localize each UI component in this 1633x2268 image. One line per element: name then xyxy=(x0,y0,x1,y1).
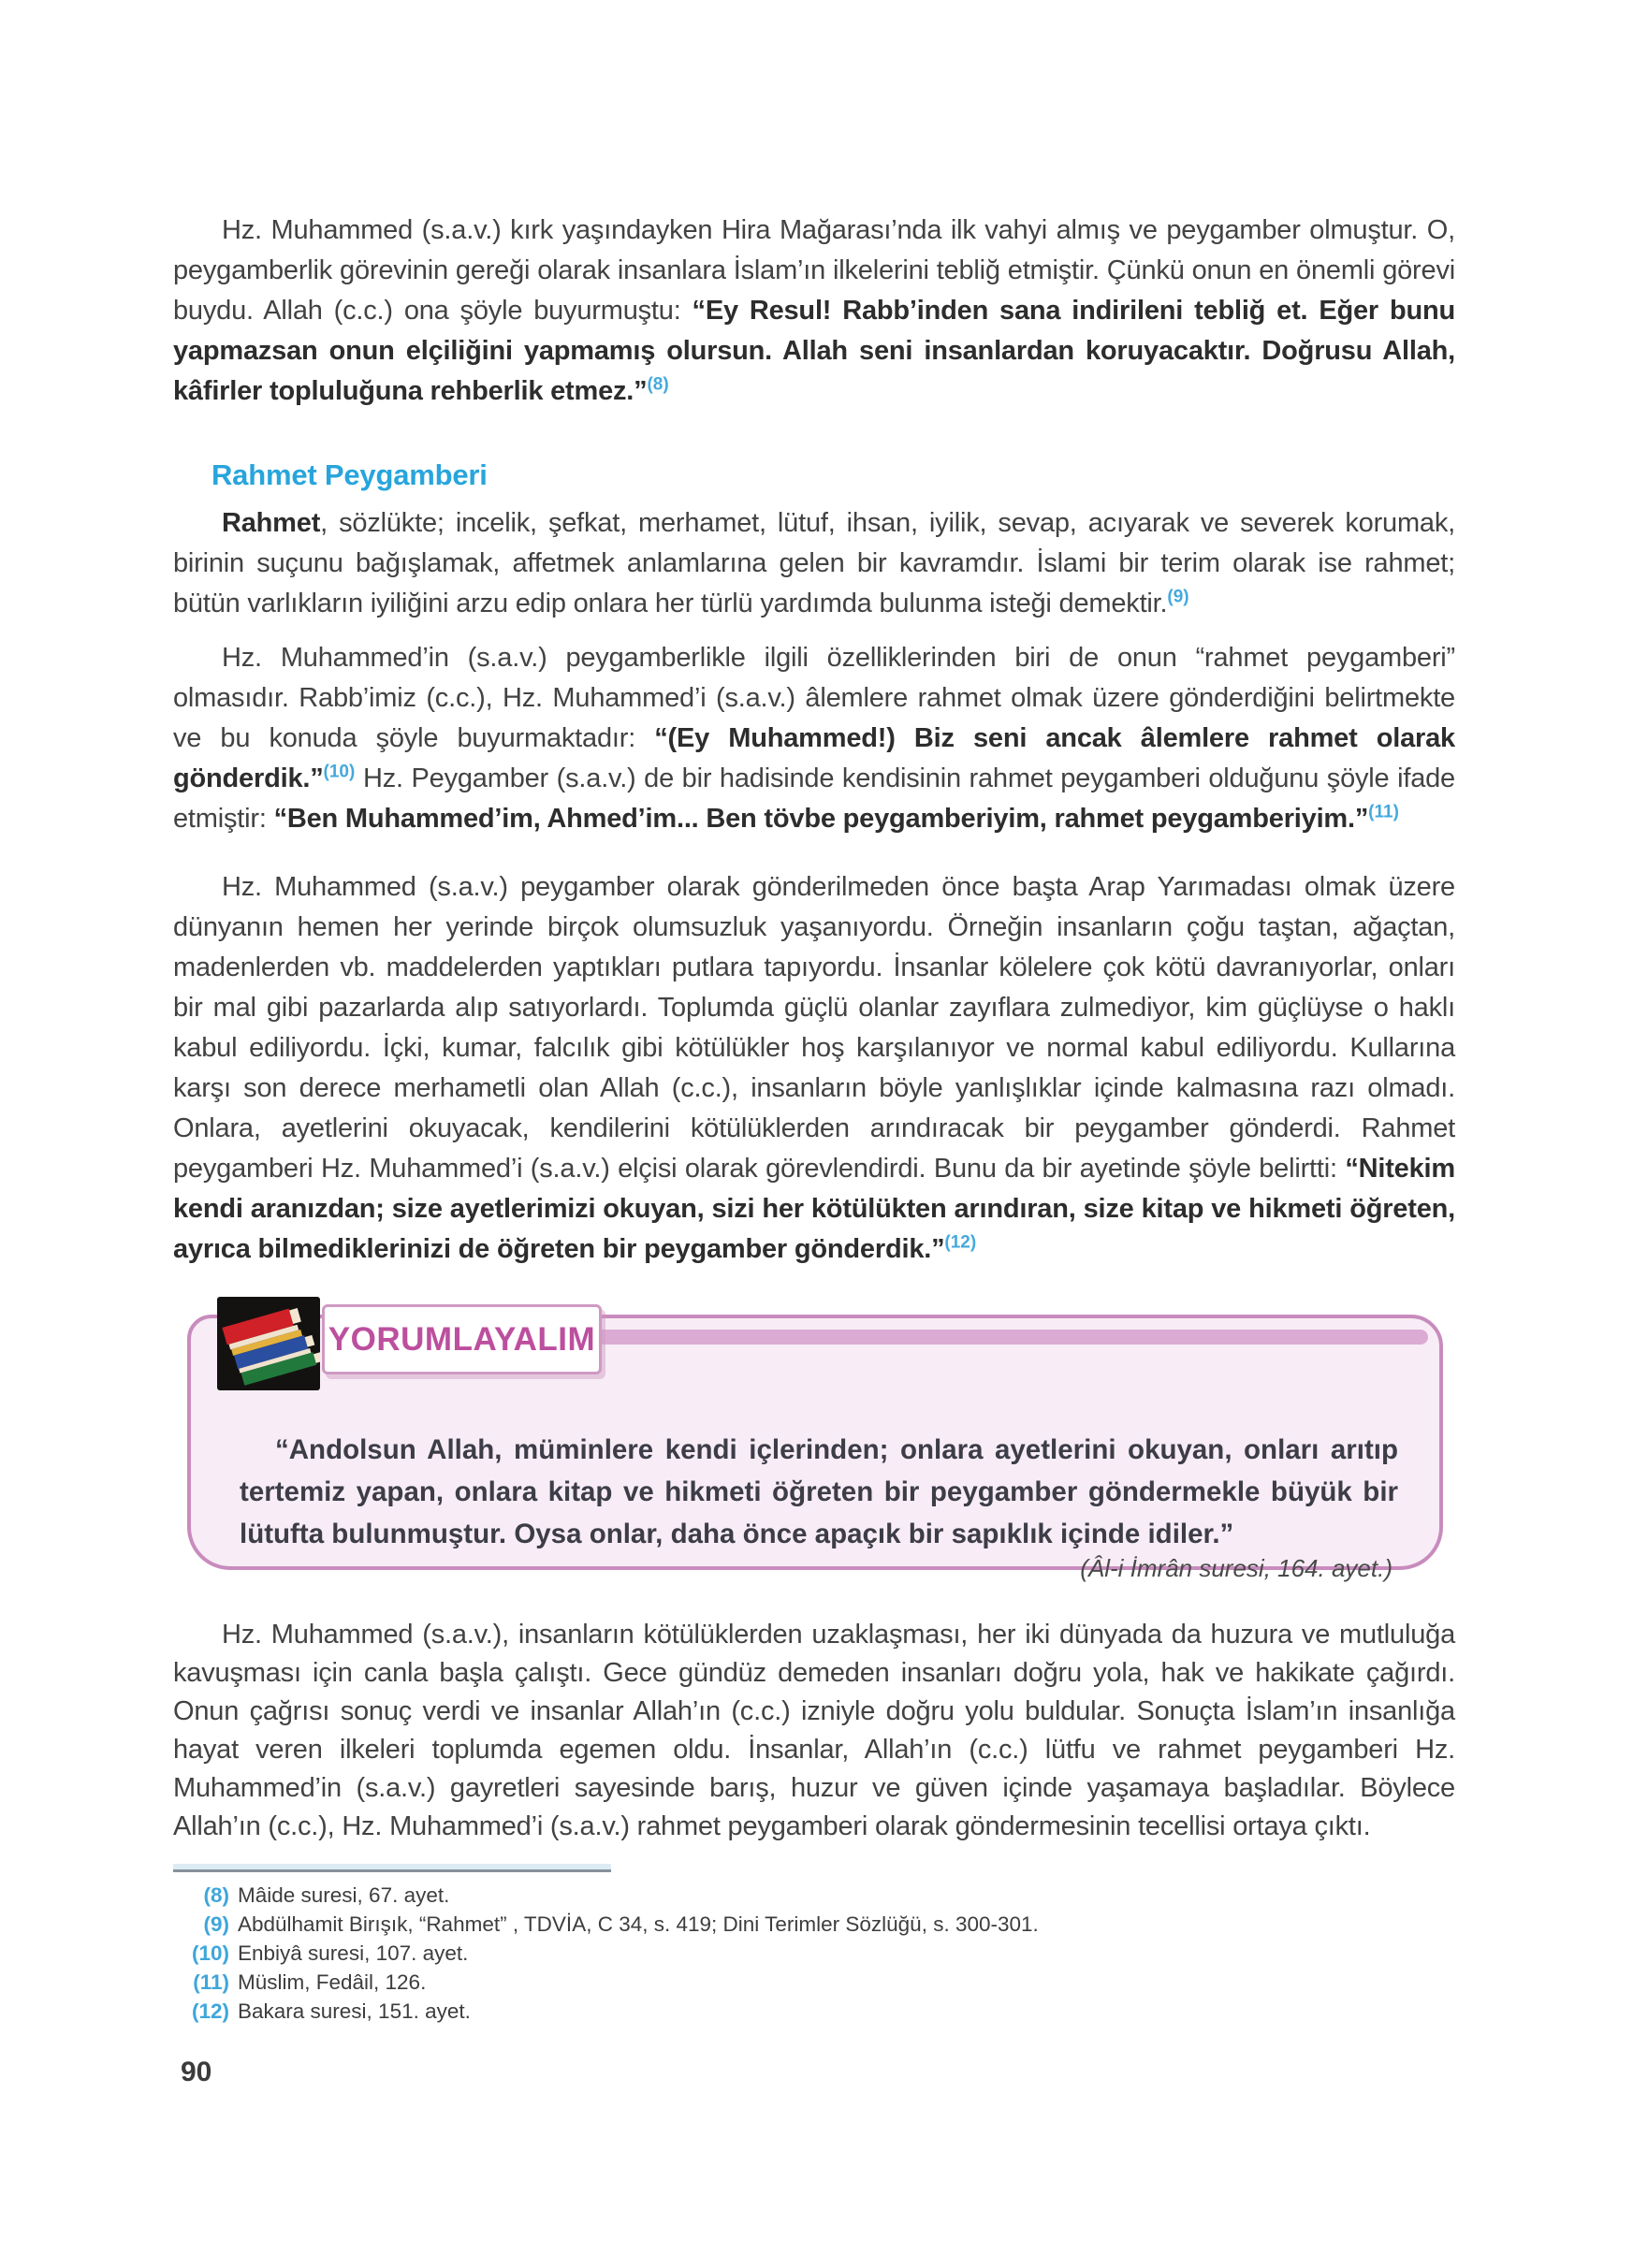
paragraph-rahmet-peygamberi xyxy=(173,638,1455,839)
page-number: 90 xyxy=(181,2057,212,2087)
body-text: , sözlükte; incelik, şefkat, merhamet, lütuf, ihsan, iyilik, sevap, acıyarak ve severek korumak, birinin suçunu bağışlamak, affetmek anlamlarına gelen bir kavramdır. İslami bir terim olarak ise rahmet; bütün varlıkların iyiliğini arzu edip onlara her türlü yardımda bulunma isteği demektir. xyxy=(173,508,1455,618)
footnote-text: Bakara suresi, 151. ayet. xyxy=(238,1999,471,2023)
body-text: Hz. Muhammed’in (s.a.v.) peygamberlikle ilgili özelliklerinden biri de onun “rahmet peygamberi” olmasıdır. Rabb’imiz (c.c.), Hz. Muhammed’i (s.a.v.) âlemlere rahmet olmak üzere gönderdiğini belirtmekte ve bu konuda şöyle buyurmaktadır: xyxy=(173,643,1455,753)
footnote-ref-9: (9) xyxy=(1167,587,1189,607)
paragraph-rahmet-definition xyxy=(173,503,1455,624)
activity-title-plate xyxy=(322,1304,602,1374)
footnote-ref-12: (12) xyxy=(944,1232,977,1253)
hadith-quote-bold: “Ben Muhammed’im, Ahmed’im... Ben tövbe peygamberiyim, rahmet peygamberiyim.” xyxy=(273,804,1369,834)
body-text: Hz. Muhammed (s.a.v.), insanların kötülüklerden uzaklaşması, her iki dünyada da huzura ve mutluluğa kavuşması için canla başla çalıştı. Gece gündüz demeden insanları doğru yola, hak ve hakikate çağırdı. Onun çağrısı sonuç verdi ve insanlar Allah’ın (c.c.) izniyle doğru yolu buldular. Sonuçta İslam’ın insanlığa hayat veren ilkeleri toplumda egemen oldu. İnsanlar, Allah’ın (c.c.) lütfu ve rahmet peygamberi Hz. Muhammed’in (s.a.v.) gayretleri sayesinde barış, huzur ve güven içinde yaşamaya başladılar. Böylece Allah’ın (c.c.), Hz. Muhammed’i (s.a.v.) rahmet peygamberi olarak göndermesinin tecellisi ortaya çıktı. xyxy=(173,1620,1455,1841)
footnote-ref-11: (11) xyxy=(1368,802,1399,822)
keyword-bold: Rahmet xyxy=(222,508,321,538)
footnote-separator xyxy=(173,1864,611,1872)
footnote-item xyxy=(167,1968,1336,1997)
footnote-item xyxy=(167,1881,1336,1910)
verse-quote-bold: “(Ey Muhammed!) Biz seni ancak âlemlere rahmet olarak gönderdik.” xyxy=(173,723,1455,793)
paragraph-conclusion xyxy=(173,1616,1455,1846)
footnote-marker: (12) xyxy=(191,1999,229,2023)
footnote-text: Müslim, Fedâil, 126. xyxy=(238,1970,427,1994)
footnote-text: Abdülhamit Birışık, “Rahmet” , TDVİA, C 34, s. 419; Dini Terimler Sözlüğü, s. 300-301. xyxy=(238,1912,1039,1936)
footnote-marker: (11) xyxy=(193,1970,229,1994)
footnote-text: Enbiyâ suresi, 107. ayet. xyxy=(238,1941,469,1965)
footnote-ref-8: (8) xyxy=(647,374,669,395)
footnote-marker: (10) xyxy=(191,1941,229,1965)
body-text: Hz. Muhammed (s.a.v.) peygamber olarak gönderilmeden önce başta Arap Yarımadası olmak üzere dünyanın hemen her yerinde birçok olumsuzluk yaşanıyordu. Örneğin insanların çoğu taştan, ağaçtan, madenlerden vb. maddelerden yaptıkları putlara tapıyordu. İnsanlar kölelere çok kötü davranıyorlar, onları bir mal gibi pazarlarda alıp satıyorlardı. Toplumda güçlü olanlar zayıflara zulmediyor, kim güçlüyse o haklı kabul ediliyordu. İçki, kumar, falcılık gibi kötülükler hoş karşılanıyor ve normal kabul ediliyordu. Kullarına karşı son derece merhametli olan Allah (c.c.), insanların böyle yanlışlıklar içinde kalmasına razı olmadı. Onlara, ayetlerini okuyacak, kendilerini kötülüklerden arındıracak bir peygamber gönderdi. Rahmet peygamberi Hz. Muhammed’i (s.a.v.) elçisi olarak görevlendirdi. Bunu da bir ayetinde şöyle belirtti: xyxy=(173,872,1455,1184)
footnote-marker: (8) xyxy=(203,1883,229,1907)
footnote-text: Mâide suresi, 67. ayet. xyxy=(238,1883,450,1907)
activity-quote: “Andolsun Allah, müminlere kendi içlerinden; onlara ayetlerini okuyan, onları arıtıp tertemiz yapan, onlara kitap ve hikmeti öğreten bir peygamber göndermekle büyük bir lütufta bulunmuştur. Oysa onlar, daha önce apaçık bir sapıklık içinde idiler.” xyxy=(240,1433,1398,1549)
activity-box-yorumlayalim xyxy=(187,1315,1443,1582)
footnote-item xyxy=(167,1997,1336,2026)
footnote-item xyxy=(167,1910,1336,1939)
footnote-ref-10: (10) xyxy=(323,762,356,782)
body-text: Hz. Peygamber (s.a.v.) de bir hadisinde kendisinin rahmet peygamberi olduğunu şöyle ifade etmiştir: xyxy=(173,763,1455,834)
paragraph-pre-islam-society xyxy=(173,867,1455,1270)
books-icon xyxy=(217,1297,320,1390)
paragraph-intro xyxy=(173,211,1455,412)
activity-quote-source: (Âl-i İmrân suresi, 164. ayet.) xyxy=(1080,1554,1392,1582)
footnote-item xyxy=(167,1939,1336,1968)
section-heading: Rahmet Peygamberi xyxy=(211,458,488,491)
body-text: Hz. Muhammed (s.a.v.) kırk yaşındayken Hira Mağarası’nda ilk vahyi almış ve peygamber olmuştur. O, peygamberlik görevinin gereği olarak insanlara İslam’ın ilkelerini tebliğ etmiştir. Çünkü onun en önemli görevi buydu. Allah (c.c.) ona şöyle buyurmuştu: xyxy=(173,215,1455,326)
activity-title: YORUMLAYALIM xyxy=(328,1320,596,1358)
verse-quote-bold: “Nitekim kendi aranızdan; size ayetlerimizi okuyan, sizi her kötülükten arındıran, size kitap ve hikmeti öğreten, ayrıca bilmediklerinizi de öğreten bir peygamber gönderdik.” xyxy=(173,1154,1455,1264)
footnotes xyxy=(167,1881,1336,2026)
footnote-marker: (9) xyxy=(203,1912,229,1936)
verse-quote-bold: “Ey Resul! Rabb’inden sana indirileni tebliğ et. Eğer bunu yapmazsan onun elçiliğini yapmamış olursun. Allah seni insanlardan koruyacaktır. Doğrusu Allah, kâfirler topluluğuna rehberlik etmez.” xyxy=(173,296,1455,406)
